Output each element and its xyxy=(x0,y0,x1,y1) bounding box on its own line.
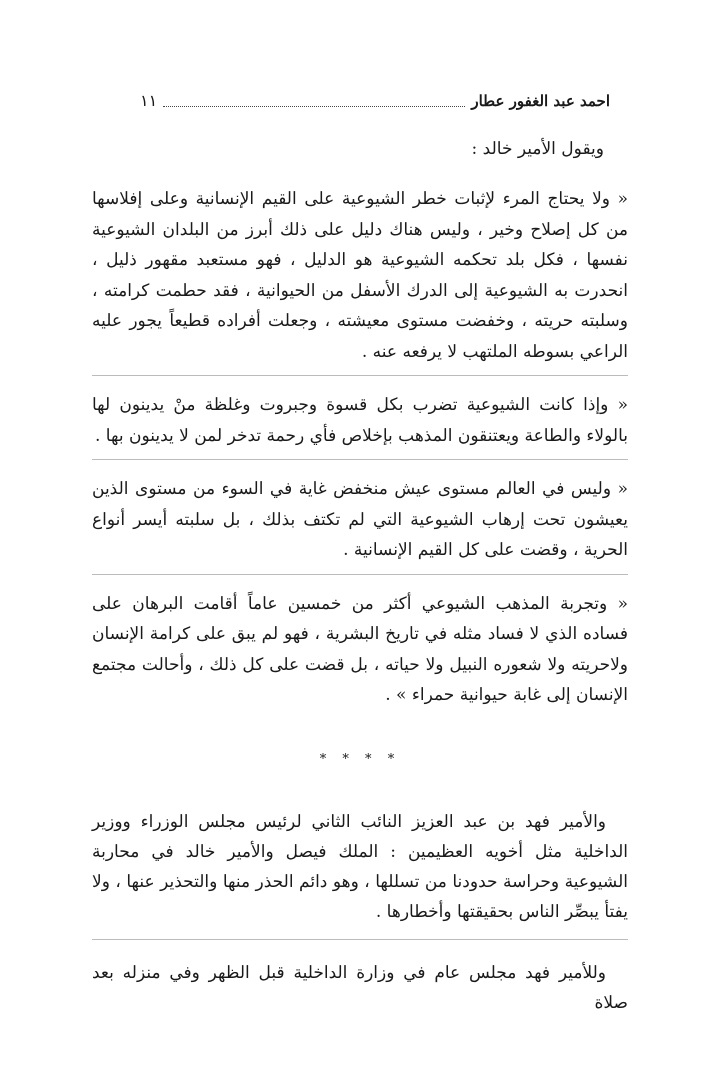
quote-paragraph: « وتجربة المذهب الشيوعي أكثر من خمسين عاماً أقامت البرهان على فساده الذي لا فساد مثله في تاريخ البشرية ، فهو لم يبق على كرامة الإنسان ولاحريته ولا شعوره النبيل ولا حياته ، بل قضت على كل ذلك ، وأحالت مجتمع الإنسان إلى غابة حيوانية حمراء » . xyxy=(92,593,628,705)
body-paragraph xyxy=(92,803,628,940)
page-body xyxy=(92,134,628,1044)
page-number: ١١ xyxy=(140,91,158,110)
intro-line: ويقول الأمير خالد : xyxy=(471,139,604,159)
body-paragraph-text: وللأمير فهد مجلس عام في وزارة الداخلية قبل الظهر وفي منزله بعد صلاة xyxy=(92,962,628,1013)
running-header xyxy=(140,90,610,112)
header-dotted-leader xyxy=(163,105,465,107)
quote-paragraph: « وإذا كانت الشيوعية تضرب بكل قسوة وجبروت وغلظة منْ يدينون لها بالولاء والطاعة ويعتنقون المذهب بإخلاص فأي رحمة تدخر لمن لا يدينون بها . xyxy=(92,382,628,460)
body-paragraph-text: والأمير فهد بن عبد العزيز النائب الثاني لرئيس مجلس الوزراء ووزير الداخلية مثل أخويه العظيمين : الملك فيصل والأمير خالد في محاربة الشيوعية وحراسة حدودنا من تسللها ، وهو دائم الحذر منها والتحذير عنها ، ولا يفتأ يبصِّر الناس بحقيقتها وأخطارها . xyxy=(92,811,628,922)
header-author: احمد عبد الغفور عطار xyxy=(471,92,610,110)
quote-paragraph: « ولا يحتاج المرء لإثبات خطر الشيوعية على القيم الإنسانية وعلى إفلاسها من كل إصلاح وخير ، وليس هناك دليل على ذلك أبرز من البلدان الشيوعية نفسها ، فكل بلد تحكمه الشيوعية هو الدليل ، فهو مستعبد مقهور ذليل ، انحدرت به الشيوعية إلى الدرك الأسفل من الحيوانية ، فقد حطمت كرامته ، وسلبته حريته ، وخفضت مستوى معيشته ، وجعلت أفراده قطيعاً يجور عليه الراعي بسوطه الملتهب لا يرفعه عنه . xyxy=(92,176,628,376)
body-paragraph xyxy=(92,954,628,1030)
quote-paragraph: « وليس في العالم مستوى عيش منخفض غاية في السوء من مستوى الذين يعيشون تحت إرهاب الشيوعية التي لم تكتف بذلك ، بل سلبته أيسر أنواع الحرية ، وقضت على كل القيم الإنسانية . xyxy=(92,466,628,575)
section-ornament: * * * * xyxy=(319,751,401,767)
